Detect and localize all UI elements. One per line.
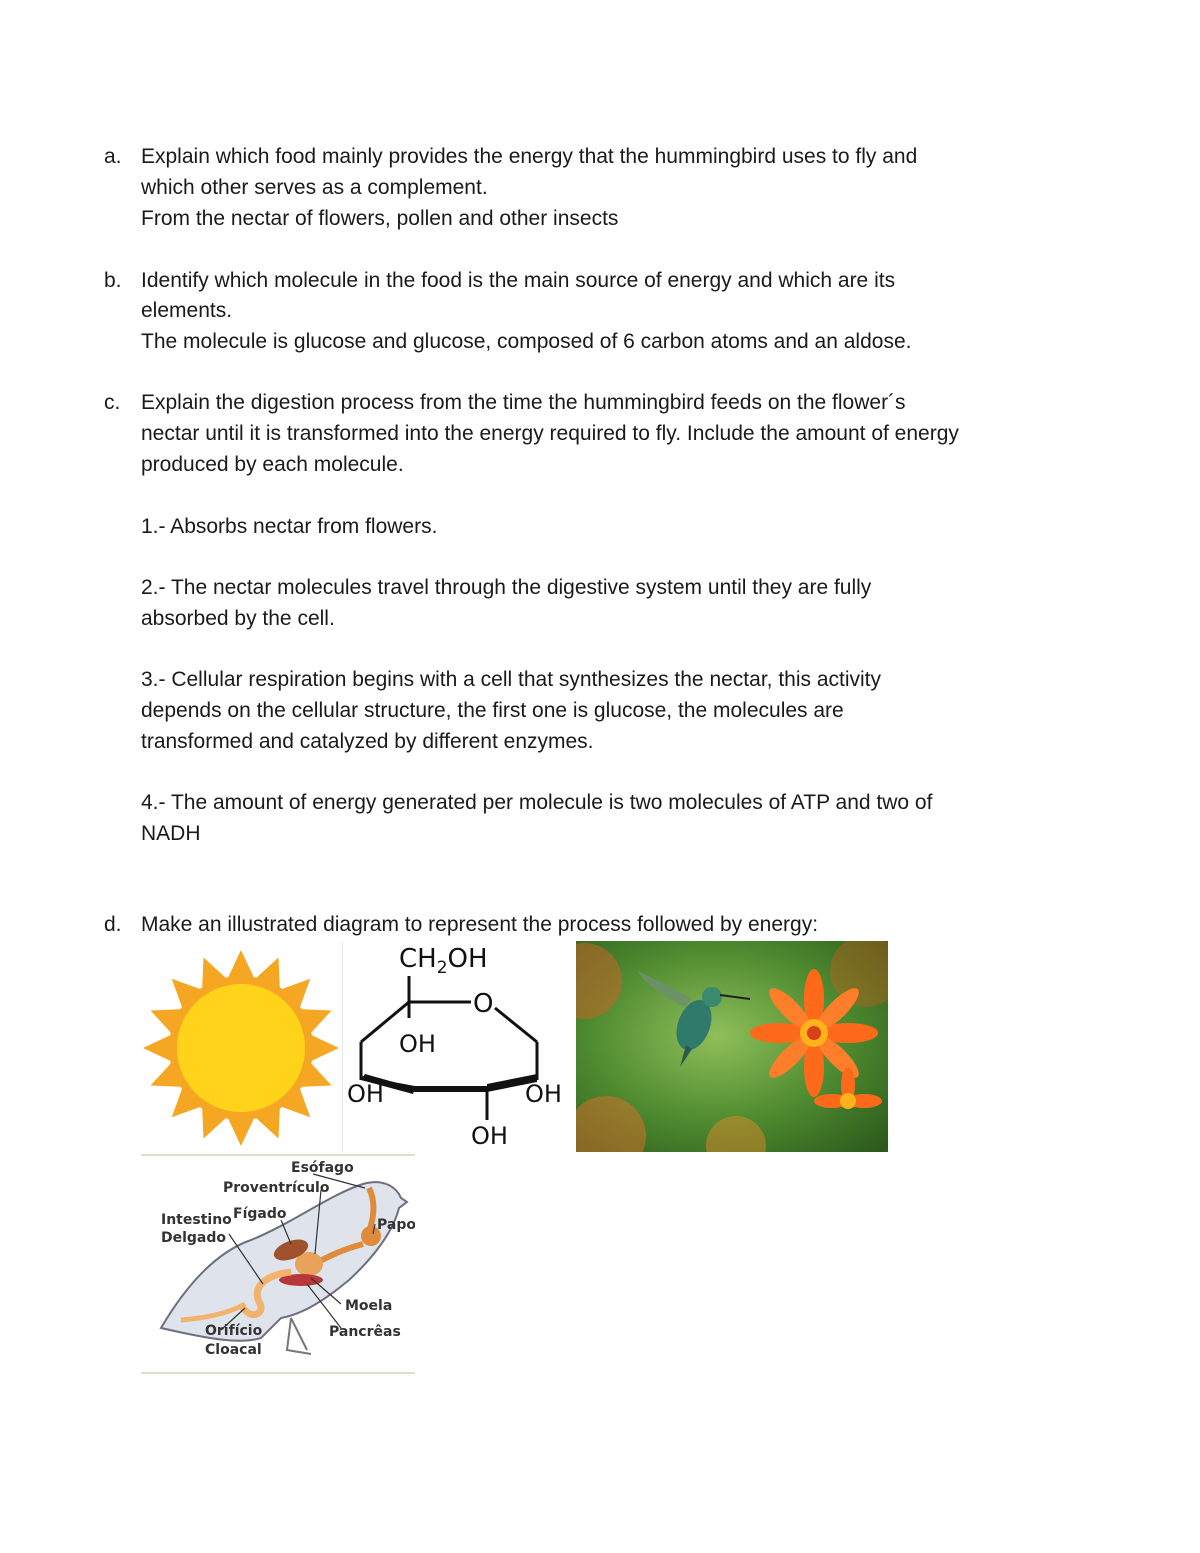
oh-label-c4: OH — [399, 1030, 436, 1058]
marker-c: c. — [104, 391, 121, 414]
question-b-prompt-line2: elements. — [141, 299, 233, 322]
step-4-line2: NADH — [141, 822, 201, 845]
step-1-line1: 1.- Absorbs nectar from flowers. — [141, 515, 438, 538]
label-moela: Moela — [345, 1298, 393, 1314]
step-2-line1: 2.- The nectar molecules travel through the digestive system until they are fully — [141, 576, 872, 599]
question-b-answer: The molecule is glucose and glucose, composed of 6 carbon atoms and an aldose. — [141, 330, 912, 353]
question-c-prompt-line3: produced by each molecule. — [141, 453, 404, 476]
question-c-prompt-line2: nectar until it is transformed into the energy required to fly. Include the amount of energy — [141, 422, 959, 445]
ch2oh-label: CH — [399, 944, 437, 974]
sun-image — [141, 942, 341, 1152]
step-3-line2: depends on the cellular structure, the first one is glucose, the molecules are — [141, 699, 844, 722]
label-intestino: Intestino — [161, 1212, 232, 1228]
marker-b: b. — [104, 269, 122, 292]
label-cloacal: Cloacal — [205, 1342, 262, 1358]
label-esofago: Esófago — [291, 1160, 354, 1176]
label-proventriculo: Proventrículo — [223, 1180, 330, 1196]
question-d-prompt: Make an illustrated diagram to represent the process followed by energy: — [141, 913, 819, 936]
oh-label-right: OH — [525, 1080, 562, 1108]
step-4-line1: 4.- The amount of energy generated per molecule is two molecules of ATP and two of — [141, 791, 933, 814]
question-c-prompt-line1: Explain the digestion process from the time the hummingbird feeds on the flower´s — [141, 391, 906, 414]
step-3-line3: transformed and catalyzed by different enzymes. — [141, 730, 594, 753]
oh-label-bottom: OH — [471, 1122, 508, 1150]
label-delgado: Delgado — [161, 1230, 227, 1246]
question-a-prompt-line1: Explain which food mainly provides the energy that the hummingbird uses to fly and — [141, 145, 918, 168]
label-papo: Papo — [377, 1217, 415, 1233]
marker-a: a. — [104, 145, 122, 168]
step-3-line1: 3.- Cellular respiration begins with a cell that synthesizes the nectar, this activity — [141, 668, 882, 691]
ring-oxygen-label: O — [473, 989, 494, 1019]
question-b-prompt-line1: Identify which molecule in the food is the main source of energy and which are its — [141, 269, 896, 292]
label-orificio: Orifício — [205, 1323, 263, 1339]
label-figado: Fígado — [233, 1206, 287, 1222]
label-pancreas: Pancrêas — [329, 1324, 401, 1340]
step-2-line2: absorbed by the cell. — [141, 607, 335, 630]
hummingbird-photo — [576, 941, 888, 1152]
glucose-structure — [343, 942, 575, 1154]
question-a-answer: From the nectar of flowers, pollen and other insects — [141, 207, 619, 230]
bird-digestive-diagram — [141, 1154, 415, 1374]
question-a-prompt-line2: which other serves as a complement. — [141, 176, 488, 199]
svg-text:CH2OH: $CH_2OH$ — [399, 944, 488, 978]
oh-label-left: OH — [347, 1080, 384, 1108]
marker-d: d. — [104, 913, 122, 936]
